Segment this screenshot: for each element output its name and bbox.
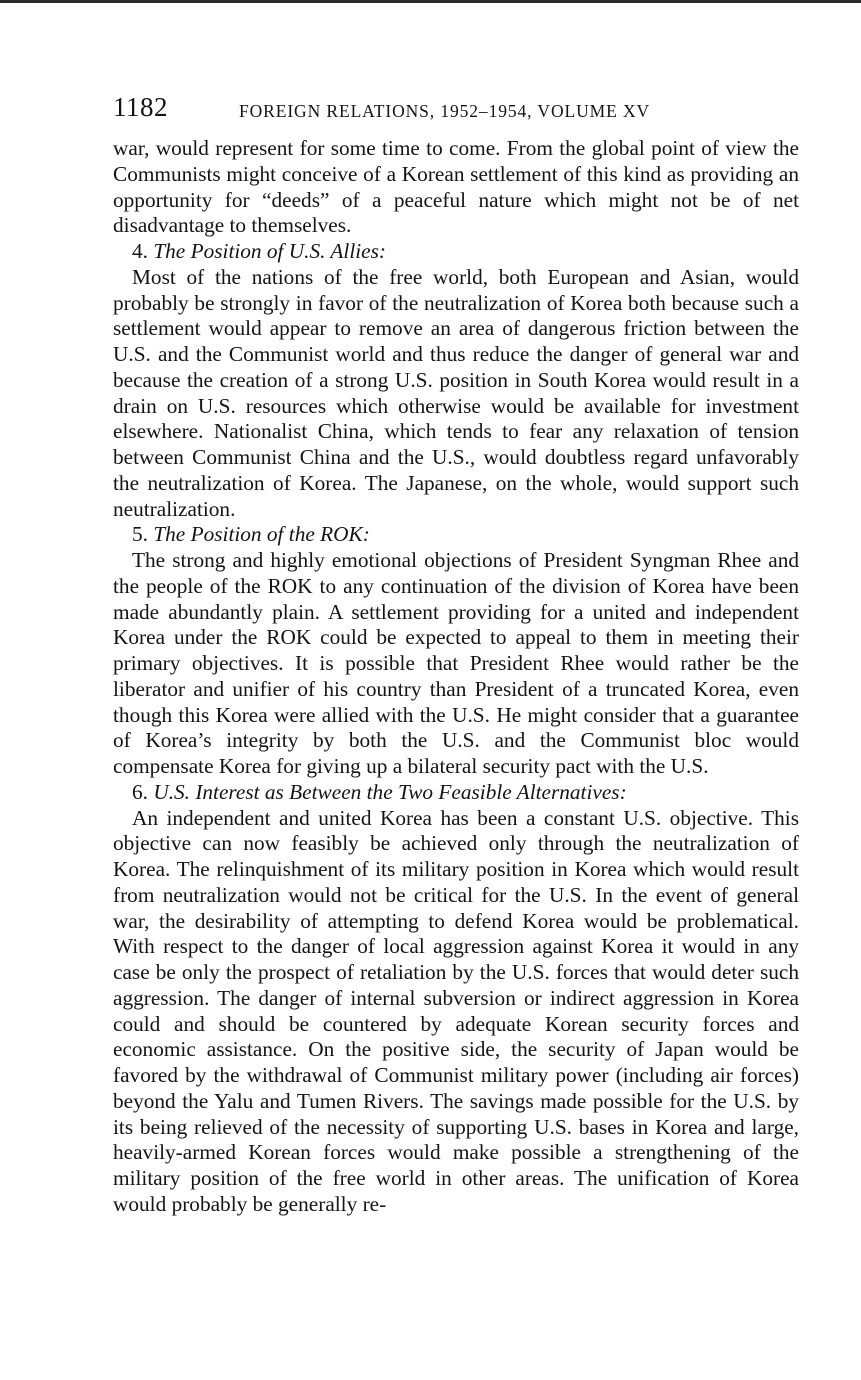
document-page (113, 90, 799, 1218)
section-5-title: The Position of the ROK: (153, 522, 370, 547)
running-header (113, 90, 799, 136)
section-6-heading (113, 780, 799, 806)
section-4-title: The Position of U.S. Allies: (153, 239, 386, 263)
continuation-paragraph: war, would represent for some time to come. From the global point of view the Communists might conceive of a Korean settlement of this kind as providing an opportunity for “deeds” of a peaceful nature which might not be of net disadvantage to themselves. (113, 136, 799, 238)
section-5-number: 5. (132, 522, 148, 547)
body-text (113, 136, 799, 1218)
page-top-border (0, 0, 861, 3)
page-number: 1182 (113, 92, 168, 122)
section-5-paragraph: The strong and highly emotional objections of President Syngman Rhee and the people of the ROK to any continuation of the division of Korea have been made abundantly plain. A settlement providing for a united and independent Korea under the ROK could be expected to appeal to them in meeting their primary objectives. It is possible that President Rhee would rather be the liberator and unifier of his country than President of a truncated Korea, even though this Korea were allied with the U.S. He might consider that a guarantee of Korea’s integrity by both the U.S. and the Communist bloc would compensate Korea for giving up a bilateral security pact with the U.S. (113, 548, 799, 778)
running-title: FOREIGN RELATIONS, 1952–1954, VOLUME XV (239, 101, 651, 121)
section-4-paragraph: Most of the nations of the free world, both European and Asian, would probably be strongly in favor of the neutralization of Korea both because such a settlement would appear to remove an area of dangerous friction between the U.S. and the Communist world and thus reduce the danger of general war and because the creation of a strong U.S. position in South Korea would result in a drain on U.S. resources which otherwise would be available for investment elsewhere. Nationalist China, which tends to fear any relaxation of tension between Communist China and the U.S., would doubtless regard unfavorably the neutralization of Korea. The Japanese, on the whole, would support such neutralization. (113, 264, 799, 521)
section-5-heading (113, 522, 799, 548)
section-6-number: 6. (132, 779, 148, 804)
section-6-title: U.S. Interest as Between the Two Feasible Alternatives: (153, 779, 627, 804)
section-4-heading (113, 239, 799, 265)
section-4-number: 4. (132, 239, 148, 263)
section-6-paragraph: An independent and united Korea has been a constant U.S. objective. This objective can now feasibly be achieved only through the neutralization of Korea. The relinquishment of its military position in Korea which would result from neutralization would not be critical for the U.S. In the event of general war, the desirability of attempting to defend Korea would be problematical. With respect to the danger of local aggression against Korea it would in any case be only the prospect of retaliation by the U.S. forces that would deter such aggression. The danger of internal subversion or indirect aggression in Korea could and should be countered by adequate Korean security forces and economic assistance. On the positive side, the security of Japan would be favored by the withdrawal of Communist military power (including air forces) beyond the Yalu and Tumen Rivers. The savings made possible for the U.S. by its being relieved of the necessity of supporting U.S. bases in Korea and large, heavily-armed Korean forces would make possible a strengthening of the military position of the free world in other areas. The unification of Korea would probably be generally re- (113, 805, 799, 1216)
